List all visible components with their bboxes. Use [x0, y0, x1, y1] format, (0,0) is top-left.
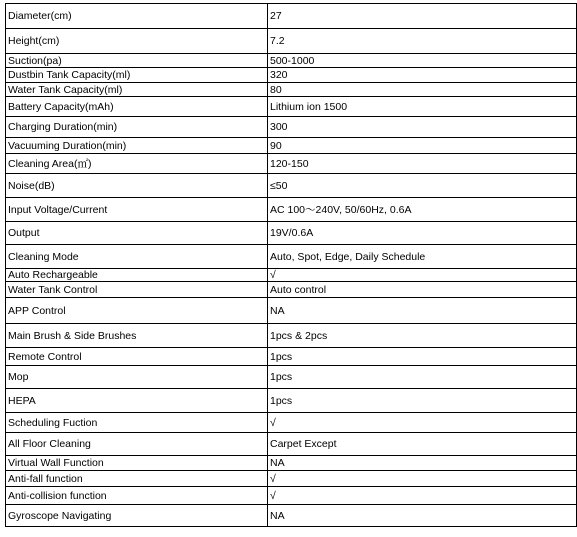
spec-value: Auto control — [268, 282, 577, 298]
spec-label: Input Voltage/Current — [6, 198, 268, 222]
spec-label: Water Tank Control — [6, 282, 268, 298]
spec-value: √ — [268, 413, 577, 433]
spec-label: Scheduling Fuction — [6, 413, 268, 433]
spec-label: Cleaning Mode — [6, 245, 268, 269]
table-row — [6, 298, 577, 324]
spec-label: Main Brush & Side Brushes — [6, 324, 268, 348]
table-row — [6, 282, 577, 298]
table-row — [6, 348, 577, 366]
spec-label: Dustbin Tank Capacity(ml) — [6, 68, 268, 83]
spec-label: Mop — [6, 366, 268, 389]
spec-table-body — [6, 4, 577, 527]
table-row — [6, 269, 577, 282]
table-row — [6, 324, 577, 348]
table-row — [6, 97, 577, 117]
table-row — [6, 366, 577, 389]
spec-value: Lithium ion 1500 — [268, 97, 577, 117]
table-row — [6, 456, 577, 471]
spec-label: Auto Rechargeable — [6, 269, 268, 282]
spec-value: 7.2 — [268, 29, 577, 54]
spec-label: APP Control — [6, 298, 268, 324]
table-row — [6, 198, 577, 222]
spec-label: Virtual Wall Function — [6, 456, 268, 471]
table-row — [6, 413, 577, 433]
spec-label: Charging Duration(min) — [6, 117, 268, 138]
table-row — [6, 245, 577, 269]
spec-value: 300 — [268, 117, 577, 138]
spec-label: HEPA — [6, 389, 268, 413]
table-row — [6, 138, 577, 154]
table-row — [6, 29, 577, 54]
spec-label: Anti-collision function — [6, 487, 268, 505]
spec-value: 27 — [268, 4, 577, 29]
spec-value: 1pcs & 2pcs — [268, 324, 577, 348]
spec-label: Battery Capacity(mAh) — [6, 97, 268, 117]
spec-value: 320 — [268, 68, 577, 83]
spec-table — [5, 3, 577, 527]
table-row — [6, 83, 577, 97]
spec-label: Noise(dB) — [6, 174, 268, 198]
table-row — [6, 471, 577, 487]
table-row — [6, 433, 577, 456]
table-row — [6, 4, 577, 29]
spec-value: ≤50 — [268, 174, 577, 198]
table-row — [6, 54, 577, 68]
table-row — [6, 117, 577, 138]
spec-value: √ — [268, 471, 577, 487]
spec-label: Cleaning Area(㎡) — [6, 154, 268, 174]
spec-label: Output — [6, 222, 268, 245]
spec-label: Anti-fall function — [6, 471, 268, 487]
spec-label: Height(cm) — [6, 29, 268, 54]
table-row — [6, 222, 577, 245]
table-row — [6, 505, 577, 527]
spec-value: NA — [268, 505, 577, 527]
spec-value: 80 — [268, 83, 577, 97]
spec-value: NA — [268, 298, 577, 324]
spec-value: 1pcs — [268, 348, 577, 366]
table-row — [6, 389, 577, 413]
spec-label: Water Tank Capacity(ml) — [6, 83, 268, 97]
spec-label: Gyroscope Navigating — [6, 505, 268, 527]
spec-value: Carpet Except — [268, 433, 577, 456]
table-row — [6, 68, 577, 83]
spec-label: Remote Control — [6, 348, 268, 366]
spec-value: √ — [268, 487, 577, 505]
spec-label: Vacuuming Duration(min) — [6, 138, 268, 154]
spec-value: 19V/0.6A — [268, 222, 577, 245]
spec-label: Diameter(cm) — [6, 4, 268, 29]
spec-value: 500-1000 — [268, 54, 577, 68]
spec-value: Auto, Spot, Edge, Daily Schedule — [268, 245, 577, 269]
spec-value: 120-150 — [268, 154, 577, 174]
spec-value: 1pcs — [268, 389, 577, 413]
table-row — [6, 487, 577, 505]
spec-value: AC 100～240V, 50/60Hz, 0.6A — [268, 198, 577, 222]
spec-value: 1pcs — [268, 366, 577, 389]
spec-value: 90 — [268, 138, 577, 154]
spec-value: NA — [268, 456, 577, 471]
spec-label: All Floor Cleaning — [6, 433, 268, 456]
spec-value: √ — [268, 269, 577, 282]
table-row — [6, 174, 577, 198]
spec-label: Suction(pa) — [6, 54, 268, 68]
table-row — [6, 154, 577, 174]
